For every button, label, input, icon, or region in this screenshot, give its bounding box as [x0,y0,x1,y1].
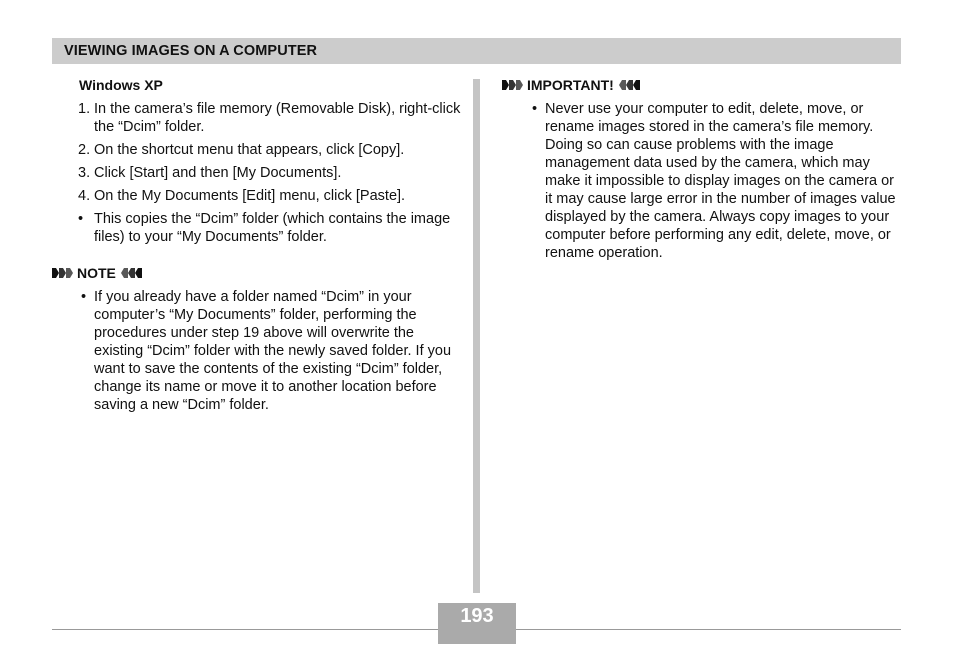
list-item-text: In the camera’s file memory (Removable Disk), right-click the “Dcim” folder. [94,101,461,135]
list-item [76,164,461,182]
section-header [52,38,901,64]
right-column [502,76,902,267]
list-marker: • [78,211,84,227]
list-item-text: This copies the “Dcim” folder (which contains the image files) to your “My Documents” folder. [94,211,451,245]
triple-left-arrow-icon [120,267,142,279]
note-heading [52,264,437,282]
list-item-text: Click [Start] and then [My Documents]. [94,165,342,181]
list-item [502,100,902,262]
note-list [52,288,461,414]
list-item-text: If you already have a folder named “Dcim” in your computer’s “My Documents” folder, performing the procedures under step 19 above will overwrite the existing “Dcim” folder with the newly saved folder. If you want to save the contents of the existing “Dcim” folder, change its name or move it to another location before saving a new “Dcim” folder. [94,289,452,413]
triple-right-arrow-icon [502,79,524,91]
list-item-text: On the shortcut menu that appears, click [Copy]. [94,142,405,158]
list-marker: • [81,289,87,305]
list-item [76,210,461,246]
list-item [76,141,461,159]
list-item-text: Never use your computer to edit, delete, move, or rename images stored in the camera’s file memory. Doing so can cause problems with the image management data used by the camera, which may make it impossible to display images on the camera or it may cause large error in the number of images value displayed by the camera. Always copy images to your computer before performing any edit, delete, move, or rename operation. [545,101,896,261]
list-item [76,100,461,136]
important-label: IMPORTANT! [527,77,614,93]
important-list [502,100,902,262]
column-divider [473,79,480,593]
list-marker: 3. [78,165,91,181]
page-number-tab [438,630,516,644]
steps-list [76,100,461,246]
section-title: VIEWING IMAGES ON A COMPUTER [64,43,318,59]
list-item [52,288,461,414]
important-heading [502,76,902,94]
list-item [76,187,461,205]
note-label: NOTE [77,265,116,281]
triple-left-arrow-icon [618,79,640,91]
left-column [76,76,461,419]
windows-xp-heading: Windows XP [79,77,163,93]
triple-right-arrow-icon [52,267,74,279]
list-marker: • [532,101,538,117]
list-marker: 1. [78,101,91,117]
list-item-text: On the My Documents [Edit] menu, click [Paste]. [94,188,406,204]
list-marker: 4. [78,188,91,204]
page-number: 193 [438,603,516,630]
list-marker: 2. [78,142,91,158]
